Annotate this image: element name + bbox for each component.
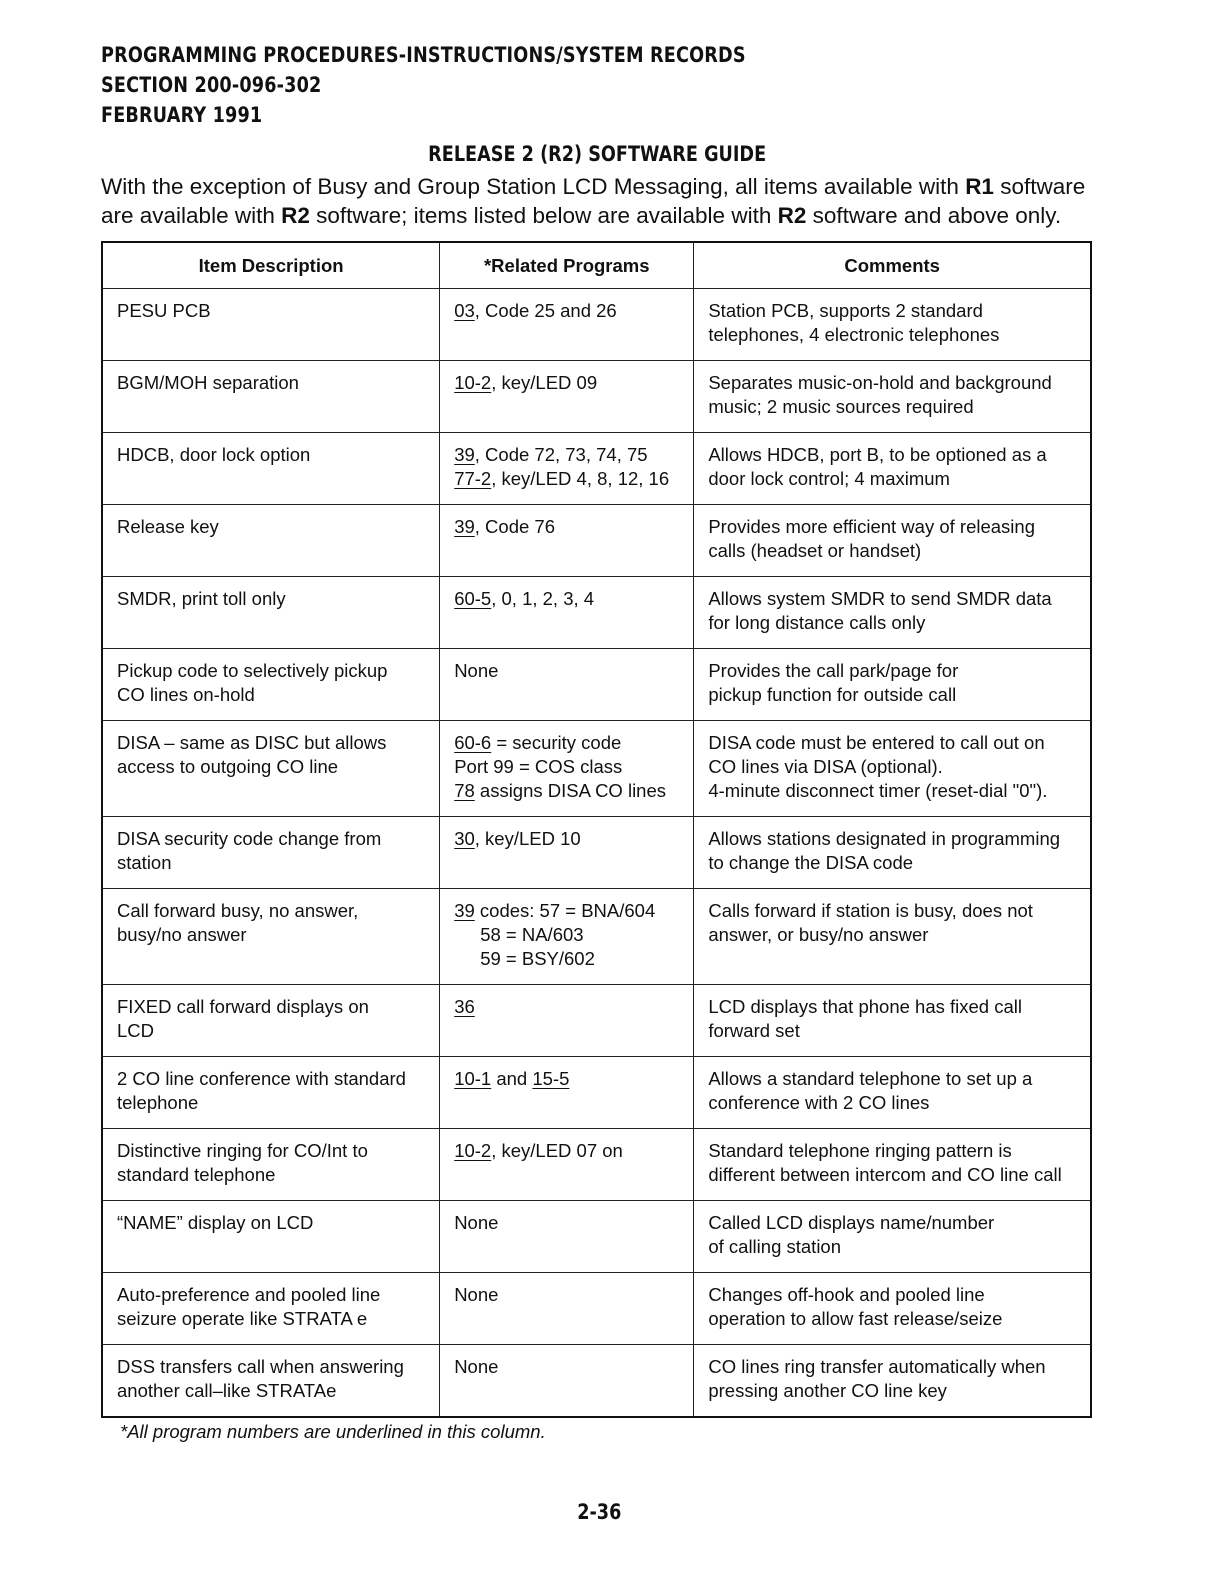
cell-text: SMDR, print toll only xyxy=(117,588,286,609)
cell-text: 39, Code 72, 73, 74, 75 xyxy=(454,444,648,465)
cell-text: music; 2 music sources required xyxy=(708,396,974,417)
footnote: *All program numbers are underlined in this column. xyxy=(120,1421,546,1442)
cell-related-programs xyxy=(440,817,694,889)
cell-text: 58 = NA/603 xyxy=(480,924,584,945)
table-row xyxy=(102,721,1091,817)
intro-line-2 xyxy=(101,201,1101,230)
cell-related-programs xyxy=(440,1273,694,1345)
table-row xyxy=(102,1345,1091,1417)
document-header xyxy=(101,40,746,130)
intro-bold: R2 xyxy=(281,203,310,228)
cell-text: seizure operate like STRATA e xyxy=(117,1308,368,1329)
cell-text: operation to allow fast release/seize xyxy=(708,1308,1003,1329)
table-row xyxy=(102,1057,1091,1129)
cell-item-description xyxy=(102,1129,440,1201)
cell-text: station xyxy=(117,852,172,873)
program-number: 77-2 xyxy=(454,468,492,489)
cell-text: 60-5, 0, 1, 2, 3, 4 xyxy=(454,588,595,609)
cell-text: 39 codes: 57 = BNA/604 xyxy=(454,900,656,921)
cell-related-programs xyxy=(440,577,694,649)
cell-text: BGM/MOH separation xyxy=(117,372,299,393)
cell-comments xyxy=(694,1129,1091,1201)
cell-text: Auto-preference and pooled line xyxy=(117,1284,381,1305)
cell-item-description xyxy=(102,1201,440,1273)
cell-related-programs xyxy=(440,985,694,1057)
cell-text: Release key xyxy=(117,516,219,537)
cell-text: calls (headset or handset) xyxy=(708,540,922,561)
cell-related-programs xyxy=(440,721,694,817)
cell-text: pressing another CO line key xyxy=(708,1380,947,1401)
column-header-comments: Comments xyxy=(694,242,1091,289)
cell-text: door lock control; 4 maximum xyxy=(708,468,950,489)
intro-text: With the exception of Busy and Group Station LCD Messaging, all items available with xyxy=(101,174,966,199)
intro-text: software and above only. xyxy=(806,203,1062,228)
cell-text: None xyxy=(454,1356,499,1377)
cell-item-description xyxy=(102,289,440,361)
program-number: 39 xyxy=(454,516,475,537)
intro-line-1 xyxy=(101,172,1101,201)
table-row xyxy=(102,505,1091,577)
cell-text: pickup function for outside call xyxy=(708,684,957,705)
cell-text: LCD xyxy=(117,1020,155,1041)
cell-text: Pickup code to selectively pickup xyxy=(117,660,388,681)
cell-item-description xyxy=(102,505,440,577)
table-row xyxy=(102,1129,1091,1201)
cell-item-description xyxy=(102,1345,440,1417)
header-line-2: SECTION 200-096-302 xyxy=(101,73,322,97)
program-number: 10-1 xyxy=(454,1068,492,1089)
cell-text: DISA code must be entered to call out on xyxy=(708,732,1045,753)
table-row xyxy=(102,649,1091,721)
table-row xyxy=(102,1201,1091,1273)
cell-text: Call forward busy, no answer, xyxy=(117,900,359,921)
table-header-row xyxy=(102,242,1091,289)
page-number-wrap xyxy=(0,1500,1198,1524)
program-number: 03 xyxy=(454,300,475,321)
intro-bold: R2 xyxy=(777,203,807,228)
cell-text: Port 99 = COS class xyxy=(454,756,623,777)
software-guide-table xyxy=(101,241,1092,1418)
cell-comments xyxy=(694,985,1091,1057)
page-title: RELEASE 2 (R2) SOFTWARE GUIDE xyxy=(428,142,767,166)
program-number: 15-5 xyxy=(532,1068,570,1089)
cell-text: DISA security code change from xyxy=(117,828,382,849)
cell-text: forward set xyxy=(708,1020,800,1041)
cell-text: 77-2, key/LED 4, 8, 12, 16 xyxy=(454,468,670,489)
cell-text: PESU PCB xyxy=(117,300,211,321)
table-row xyxy=(102,817,1091,889)
intro-text: software; items listed below are available with xyxy=(309,203,778,228)
program-number: 36 xyxy=(454,996,475,1017)
cell-text: telephones, 4 electronic telephones xyxy=(708,324,1000,345)
cell-text: conference with 2 CO lines xyxy=(708,1092,930,1113)
cell-item-description xyxy=(102,433,440,505)
cell-text: 30, key/LED 10 xyxy=(454,828,581,849)
cell-text: another call–like STRATAe xyxy=(117,1380,337,1401)
cell-related-programs xyxy=(440,1201,694,1273)
cell-comments xyxy=(694,1345,1091,1417)
cell-text: Allows a standard telephone to set up a xyxy=(708,1068,1033,1089)
cell-item-description xyxy=(102,649,440,721)
cell-text: None xyxy=(454,660,499,681)
cell-comments xyxy=(694,889,1091,985)
column-header-item: Item Description xyxy=(102,242,440,289)
cell-related-programs xyxy=(440,361,694,433)
cell-text: busy/no answer xyxy=(117,924,247,945)
cell-related-programs xyxy=(440,505,694,577)
page-number: 2-36 xyxy=(576,1500,622,1524)
cell-text: CO lines via DISA (optional). xyxy=(708,756,943,777)
intro-bold: R1 xyxy=(965,174,994,199)
cell-text: Distinctive ringing for CO/Int to xyxy=(117,1140,368,1161)
program-number: 30 xyxy=(454,828,475,849)
cell-item-description xyxy=(102,985,440,1057)
cell-text: HDCB, door lock option xyxy=(117,444,311,465)
cell-text: access to outgoing CO line xyxy=(117,756,339,777)
page-title-wrap xyxy=(0,142,1195,166)
cell-comments xyxy=(694,433,1091,505)
cell-text: “NAME” display on LCD xyxy=(117,1212,314,1233)
cell-related-programs xyxy=(440,1057,694,1129)
cell-text: 60-6 = security code xyxy=(454,732,622,753)
cell-comments xyxy=(694,577,1091,649)
table-row xyxy=(102,985,1091,1057)
cell-comments xyxy=(694,817,1091,889)
cell-text: Changes off-hook and pooled line xyxy=(708,1284,985,1305)
cell-text: 10-2, key/LED 07 on xyxy=(454,1140,623,1161)
cell-text: Station PCB, supports 2 standard xyxy=(708,300,983,321)
header-line-1: PROGRAMMING PROCEDURES-INSTRUCTIONS/SYSTEM RECORDS xyxy=(101,43,746,67)
program-number: 10-2 xyxy=(454,372,492,393)
cell-text: 10-1 and 15-5 xyxy=(454,1068,570,1089)
cell-text: answer, or busy/no answer xyxy=(708,924,929,945)
cell-text: different between intercom and CO line call xyxy=(708,1164,1062,1185)
cell-text: FIXED call forward displays on xyxy=(117,996,369,1017)
cell-related-programs xyxy=(440,433,694,505)
cell-item-description xyxy=(102,1057,440,1129)
intro-text: are available with xyxy=(101,203,282,228)
table-row xyxy=(102,889,1091,985)
cell-text: DISA – same as DISC but allows xyxy=(117,732,387,753)
cell-item-description xyxy=(102,721,440,817)
cell-text: Allows system SMDR to send SMDR data xyxy=(708,588,1052,609)
cell-text: None xyxy=(454,1212,499,1233)
cell-text: telephone xyxy=(117,1092,199,1113)
cell-related-programs xyxy=(440,1129,694,1201)
table-row xyxy=(102,289,1091,361)
cell-text: 03, Code 25 and 26 xyxy=(454,300,617,321)
cell-comments xyxy=(694,1273,1091,1345)
cell-text: 2 CO line conference with standard xyxy=(117,1068,406,1089)
cell-item-description xyxy=(102,889,440,985)
cell-text xyxy=(454,995,679,1019)
program-number: 60-6 xyxy=(454,732,492,753)
cell-comments xyxy=(694,649,1091,721)
header-line-3: FEBRUARY 1991 xyxy=(101,103,263,127)
cell-text: CO lines ring transfer automatically when xyxy=(708,1356,1046,1377)
cell-comments xyxy=(694,505,1091,577)
cell-text: CO lines on-hold xyxy=(117,684,255,705)
cell-text: standard telephone xyxy=(117,1164,276,1185)
program-number: 10-2 xyxy=(454,1140,492,1161)
cell-text: Provides the call park/page for xyxy=(708,660,959,681)
cell-text: 78 assigns DISA CO lines xyxy=(454,780,667,801)
cell-text: 39, Code 76 xyxy=(454,516,555,537)
intro-paragraph xyxy=(101,172,1101,230)
cell-text: to change the DISA code xyxy=(708,852,914,873)
cell-item-description xyxy=(102,817,440,889)
cell-related-programs xyxy=(440,889,694,985)
cell-text: DSS transfers call when answering xyxy=(117,1356,404,1377)
cell-text: Provides more efficient way of releasing xyxy=(708,516,1035,537)
cell-related-programs xyxy=(440,1345,694,1417)
cell-item-description xyxy=(102,1273,440,1345)
cell-item-description xyxy=(102,361,440,433)
program-number: 78 xyxy=(454,780,475,801)
cell-text: 59 = BSY/602 xyxy=(480,948,595,969)
cell-text: for long distance calls only xyxy=(708,612,926,633)
table-row xyxy=(102,577,1091,649)
cell-comments xyxy=(694,721,1091,817)
cell-text: Allows stations designated in programming xyxy=(708,828,1061,849)
cell-comments xyxy=(694,1057,1091,1129)
cell-text: Allows HDCB, port B, to be optioned as a xyxy=(708,444,1047,465)
table-row xyxy=(102,1273,1091,1345)
intro-text: software xyxy=(993,174,1086,199)
cell-comments xyxy=(694,1201,1091,1273)
cell-comments xyxy=(694,361,1091,433)
cell-text: None xyxy=(454,1284,499,1305)
cell-text: 10-2, key/LED 09 xyxy=(454,372,598,393)
cell-text: Standard telephone ringing pattern is xyxy=(708,1140,1012,1161)
table-row xyxy=(102,433,1091,505)
cell-text: Called LCD displays name/number xyxy=(708,1212,995,1233)
cell-item-description xyxy=(102,577,440,649)
cell-text: 4-minute disconnect timer (reset-dial "0"). xyxy=(708,780,1048,801)
cell-text: of calling station xyxy=(708,1236,842,1257)
table-row xyxy=(102,361,1091,433)
cell-comments xyxy=(694,289,1091,361)
cell-text: Calls forward if station is busy, does not xyxy=(708,900,1033,921)
program-number: 39 xyxy=(454,900,475,921)
column-header-programs: *Related Programs xyxy=(440,242,694,289)
program-number: 39 xyxy=(454,444,475,465)
cell-text: LCD displays that phone has fixed call xyxy=(708,996,1022,1017)
cell-related-programs xyxy=(440,649,694,721)
cell-related-programs xyxy=(440,289,694,361)
cell-text: Separates music-on-hold and background xyxy=(708,372,1052,393)
program-number: 60-5 xyxy=(454,588,492,609)
